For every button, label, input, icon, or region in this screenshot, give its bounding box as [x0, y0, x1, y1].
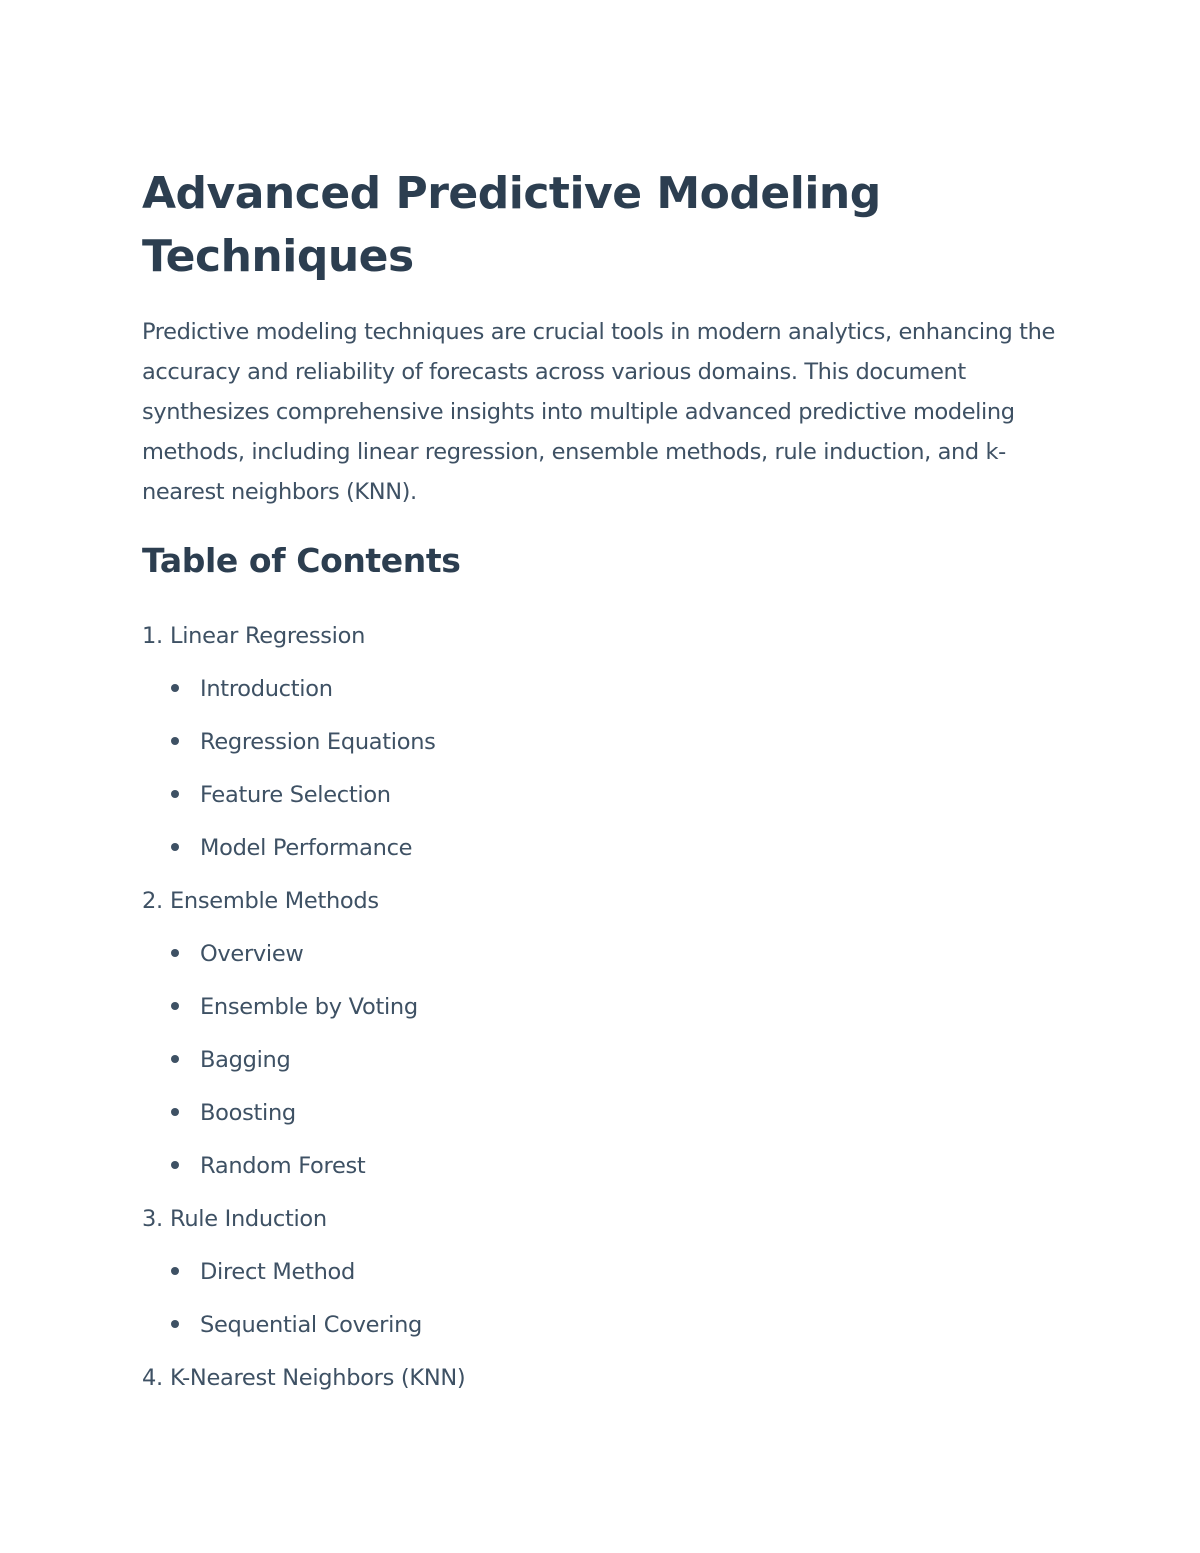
toc-heading: Table of Contents [142, 541, 461, 580]
toc-item-label: Introduction [200, 676, 333, 702]
bullet-icon [171, 1055, 179, 1063]
document-title: Advanced Predictive Modeling Techniques [142, 168, 881, 282]
toc-item-model-performance[interactable] [171, 822, 1072, 875]
toc-item-bagging[interactable] [171, 1034, 1072, 1087]
document-page [142, 162, 1072, 1405]
toc-item-overview[interactable] [171, 928, 1072, 981]
toc-item-label: Regression Equations [200, 729, 436, 755]
toc-section-ensemble-methods [142, 875, 1072, 1193]
toc-section-rule-induction [142, 1193, 1072, 1352]
toc-section-label[interactable] [142, 1193, 1072, 1246]
bullet-icon [171, 843, 179, 851]
bullet-icon [171, 1267, 179, 1275]
toc-item-label: Ensemble by Voting [200, 994, 418, 1020]
toc-item-label: Boosting [200, 1100, 296, 1126]
toc-section-knn [142, 1352, 1072, 1405]
toc-section-linear-regression [142, 610, 1072, 875]
bullet-icon [171, 790, 179, 798]
bullet-icon [171, 1108, 179, 1116]
toc-item-direct-method[interactable] [171, 1246, 1072, 1299]
bullet-icon [171, 1002, 179, 1010]
bullet-icon [171, 949, 179, 957]
toc-section-number: 4. [142, 1365, 163, 1391]
toc-item-sequential-covering[interactable] [171, 1299, 1072, 1352]
toc-item-feature-selection[interactable] [171, 769, 1072, 822]
toc-item-ensemble-by-voting[interactable] [171, 981, 1072, 1034]
toc-item-introduction[interactable] [171, 663, 1072, 716]
intro-paragraph: Predictive modeling techniques are crucial tools in modern analytics, enhancing the accuracy and reliability of forecasts across various domains. This document synthesizes comprehensive insights into multiple advanced predictive modeling methods, including linear regression, ensemble methods, rule induction, and k-nearest neighbors (KNN). [142, 319, 1055, 505]
toc-item-label: Feature Selection [200, 782, 391, 808]
toc-section-label[interactable] [142, 875, 1072, 928]
bullet-icon [171, 737, 179, 745]
toc-item-label: Direct Method [200, 1259, 356, 1285]
toc-item-regression-equations[interactable] [171, 716, 1072, 769]
toc-item-label: Random Forest [200, 1153, 366, 1179]
toc-item-label: Model Performance [200, 835, 413, 861]
bullet-icon [171, 1320, 179, 1328]
toc-sublist [142, 1246, 1072, 1352]
toc-item-label: Bagging [200, 1047, 291, 1073]
toc-sublist [142, 928, 1072, 1193]
toc-section-title: Linear Regression [170, 623, 366, 649]
toc-item-label: Sequential Covering [200, 1312, 423, 1338]
toc-section-label[interactable] [142, 610, 1072, 663]
toc-section-label[interactable] [142, 1352, 1072, 1405]
toc-item-random-forest[interactable] [171, 1140, 1072, 1193]
toc-section-title: Ensemble Methods [170, 888, 379, 914]
toc-section-number: 2. [142, 888, 163, 914]
toc-section-number: 1. [142, 623, 163, 649]
toc-section-number: 3. [142, 1206, 163, 1232]
bullet-icon [171, 684, 179, 692]
toc-section-title: Rule Induction [170, 1206, 327, 1232]
toc-sublist [142, 663, 1072, 875]
toc-section-title: K-Nearest Neighbors (KNN) [170, 1365, 466, 1391]
toc-item-boosting[interactable] [171, 1087, 1072, 1140]
table-of-contents [142, 610, 1072, 1405]
bullet-icon [171, 1161, 179, 1169]
toc-item-label: Overview [200, 941, 304, 967]
